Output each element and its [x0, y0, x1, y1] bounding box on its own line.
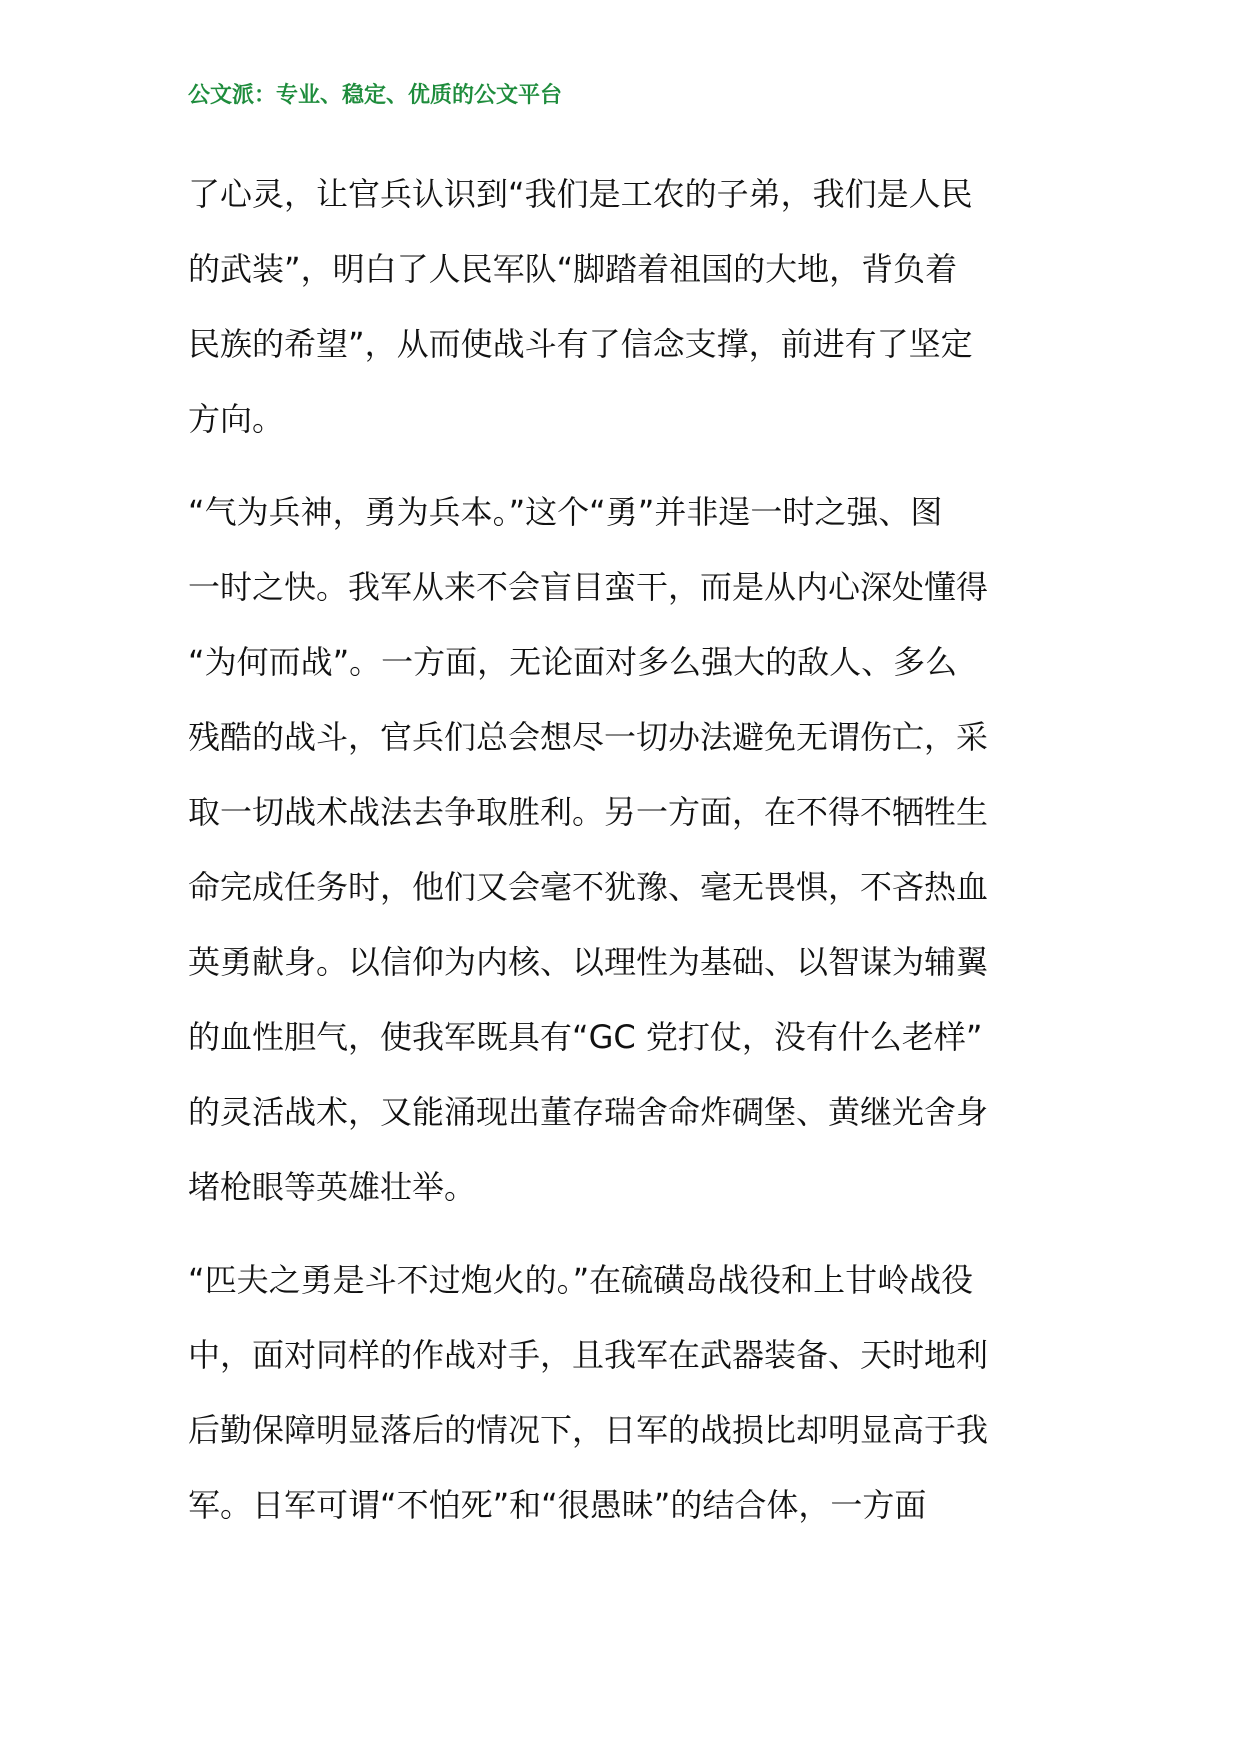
paragraph [188, 475, 1088, 1225]
text-line: 了心灵，让官兵认识到“我们是工农的子弟，我们是人民 [188, 175, 973, 213]
text-line: “匹夫之勇是斗不过炮火的。”在硫磺岛战役和上甘岭战役 [188, 1261, 974, 1299]
text-line: 的武装”，明白了人民军队“脚踏着祖国的大地，背负着 [188, 250, 958, 288]
document-body [188, 157, 1088, 1561]
text-line: 民族的希望”，从而使战斗有了信念支撑，前进有了坚定 [188, 325, 973, 363]
text-line: 英勇献身。以信仰为内核、以理性为基础、以智谋为辅翼 [188, 943, 989, 981]
text-line: 的灵活战术，又能涌现出董存瑞舍命炸碉堡、黄继光舍身 [188, 1093, 989, 1131]
text-line: 命完成任务时，他们又会毫不犹豫、毫无畏惧，不吝热血 [188, 868, 989, 906]
text-line: “为何而战”。一方面，无论面对多么强大的敌人、多么 [188, 643, 958, 681]
text-line: “气为兵神，勇为兵本。”这个“勇”并非逞一时之强、图 [188, 493, 943, 531]
text-line: 一时之快。我军从来不会盲目蛮干，而是从内心深处懂得 [188, 568, 989, 606]
text-line: 堵枪眼等英雄壮举。 [188, 1168, 477, 1206]
paragraph [188, 157, 1088, 457]
page-header: 公文派：专业、稳定、优质的公文平台 [188, 82, 563, 108]
text-line: 方向。 [188, 400, 285, 438]
text-line: 残酷的战斗，官兵们总会想尽一切办法避免无谓伤亡，采 [188, 718, 989, 756]
text-line: 中，面对同样的作战对手，且我军在武器装备、天时地利 [188, 1336, 989, 1374]
text-line: 的血性胆气，使我军既具有“GC 党打仗，没有什么老样” [188, 1018, 983, 1056]
text-line: 取一切战术战法去争取胜利。另一方面，在不得不牺牲生 [188, 793, 989, 831]
paragraph [188, 1243, 1088, 1543]
text-line: 军。日军可谓“不怕死”和“很愚昧”的结合体，一方面 [188, 1486, 927, 1524]
text-line: 后勤保障明显落后的情况下，日军的战损比却明显高于我 [188, 1411, 989, 1449]
